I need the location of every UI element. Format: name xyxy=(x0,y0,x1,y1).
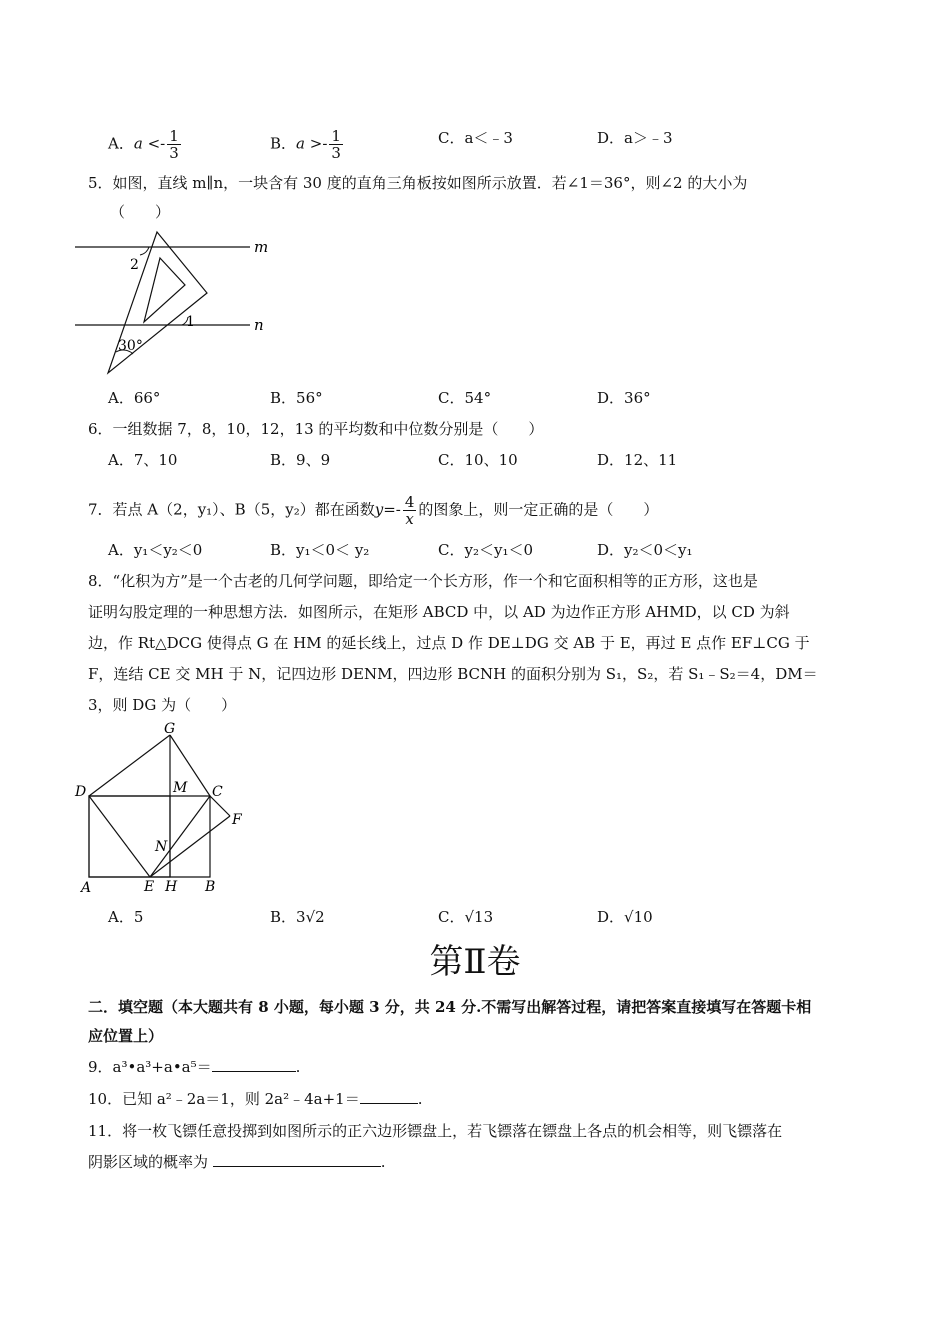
q5-label-m: m xyxy=(254,238,269,256)
q8-option-b: B．3√2 xyxy=(270,908,325,926)
q7-option-c: C．y₂＜y₁＜0 xyxy=(438,541,533,559)
q8-square-AHMD xyxy=(89,796,170,877)
q10-answer-blank xyxy=(360,1089,418,1104)
q8-stem-line4: F，连结 CE 交 MH 于 N，记四边形 DENM，四边形 BCNH 的面积分别为 S₁，S₂，若 S₁﹣S₂＝4，DM＝ xyxy=(88,665,818,683)
q8-rectangle-ABCD xyxy=(89,796,210,877)
q5-stem-line1: 5．如图，直线 m∥n，一块含有 30 度的直角三角板按如图所示放置．若∠1＝36°，则∠2 的大小为 xyxy=(88,174,748,192)
q7-option-b: B．y₁＜0＜ y₂ xyxy=(270,541,370,559)
q11-stem-line1: 11．将一枚飞镖任意投掷到如图所示的正六边形镖盘上，若飞镖落在镖盘上各点的机会相等，则飞镖落在 xyxy=(88,1122,783,1140)
q8-label-B: B xyxy=(205,879,216,895)
q8-figure xyxy=(72,720,262,900)
q6-option-a: A．7、10 xyxy=(108,451,178,469)
q8-option-a: A．5 xyxy=(108,908,144,926)
q9-stem: 9．a³•a³+a•a⁵＝ . xyxy=(88,1058,301,1076)
q11-stem-line2: 阴影区域的概率为 . xyxy=(88,1153,386,1171)
q6-option-c: C．10、10 xyxy=(438,451,518,469)
q10-stem: 10．已知 a²﹣2a＝1，则 2a²﹣4a+1＝ . xyxy=(88,1090,423,1108)
q4-option-b: B．a >- $\frac{1}{3}$ xyxy=(270,127,341,162)
q8-stem-line5: 3，则 DG 为（ ） xyxy=(88,696,237,714)
q8-label-F: F xyxy=(232,812,242,828)
q4-option-d: D．a＞﹣3 xyxy=(597,129,673,147)
q8-option-d: D．√10 xyxy=(597,908,653,926)
q7-option-a: A．y₁＜y₂＜0 xyxy=(108,541,203,559)
q8-label-H: H xyxy=(165,879,178,895)
q5-figure xyxy=(70,225,280,385)
q4-option-a: A．a <- $\frac{1}{3}$ xyxy=(108,127,179,162)
q8-label-G: G xyxy=(164,721,176,737)
q11-answer-blank xyxy=(213,1152,381,1167)
q6-option-b: B．9、9 xyxy=(270,451,331,469)
q5-label-angle2: 2 xyxy=(130,257,139,273)
q8-label-E: E xyxy=(144,879,155,895)
q8-label-C: C xyxy=(212,784,223,800)
part2-title: 第Ⅱ卷 xyxy=(429,942,521,982)
q8-stem-line3: 边，作 Rt△DCG 使得点 G 在 HM 的延长线上，过点 D 作 DE⊥DG 交 AB 于 E，再过 E 点作 EF⊥CG 于 xyxy=(88,634,810,652)
q7-stem: 7．若点 A（2，y₁）、B（5，y₂）都在函数y=- $\frac{4}{x}$ 的图象上，则一定正确的是（ ） xyxy=(88,493,659,528)
q8-label-D: D xyxy=(75,784,87,800)
q5-label-angle30: 30° xyxy=(118,338,143,354)
q8-label-N: N xyxy=(155,839,168,855)
q9-answer-blank xyxy=(212,1057,296,1072)
q6-option-d: D．12、11 xyxy=(597,451,678,469)
q5-option-b: B．56° xyxy=(270,389,323,407)
q5-option-d: D．36° xyxy=(597,389,651,407)
q8-option-c: C．√13 xyxy=(438,908,494,926)
section2-header-line1: 二．填空题（本大题共有 8 小题，每小题 3 分，共 24 分.不需写出解答过程，请把答案直接填写在答题卡相 xyxy=(88,998,812,1016)
q5-label-n: n xyxy=(254,316,264,334)
section2-header-line2: 应位置上） xyxy=(88,1027,164,1045)
q8-stem-line2: 证明勾股定理的一种思想方法．如图所示，在矩形 ABCD 中，以 AD 为边作正方形 AHMD，以 CD 为斜 xyxy=(88,603,790,621)
q6-stem: 6．一组数据 7，8，10，12，13 的平均数和中位数分别是（ ） xyxy=(88,420,544,438)
q5-option-a: A．66° xyxy=(108,389,161,407)
q8-label-A: A xyxy=(81,880,92,896)
q5-triangle-inner xyxy=(144,258,185,322)
q5-stem-line2: （ ） xyxy=(110,203,171,221)
q7-option-d: D．y₂＜0＜y₁ xyxy=(597,541,693,559)
q4-option-c: C．a＜﹣3 xyxy=(438,129,513,147)
q8-label-M: M xyxy=(173,780,188,796)
q5-option-c: C．54° xyxy=(438,389,492,407)
q8-stem-line1: 8．“化积为方”是一个古老的几何学问题，即给定一个长方形，作一个和它面积相等的正方形，这也是 xyxy=(88,572,758,590)
q5-label-angle1: 1 xyxy=(186,314,195,330)
